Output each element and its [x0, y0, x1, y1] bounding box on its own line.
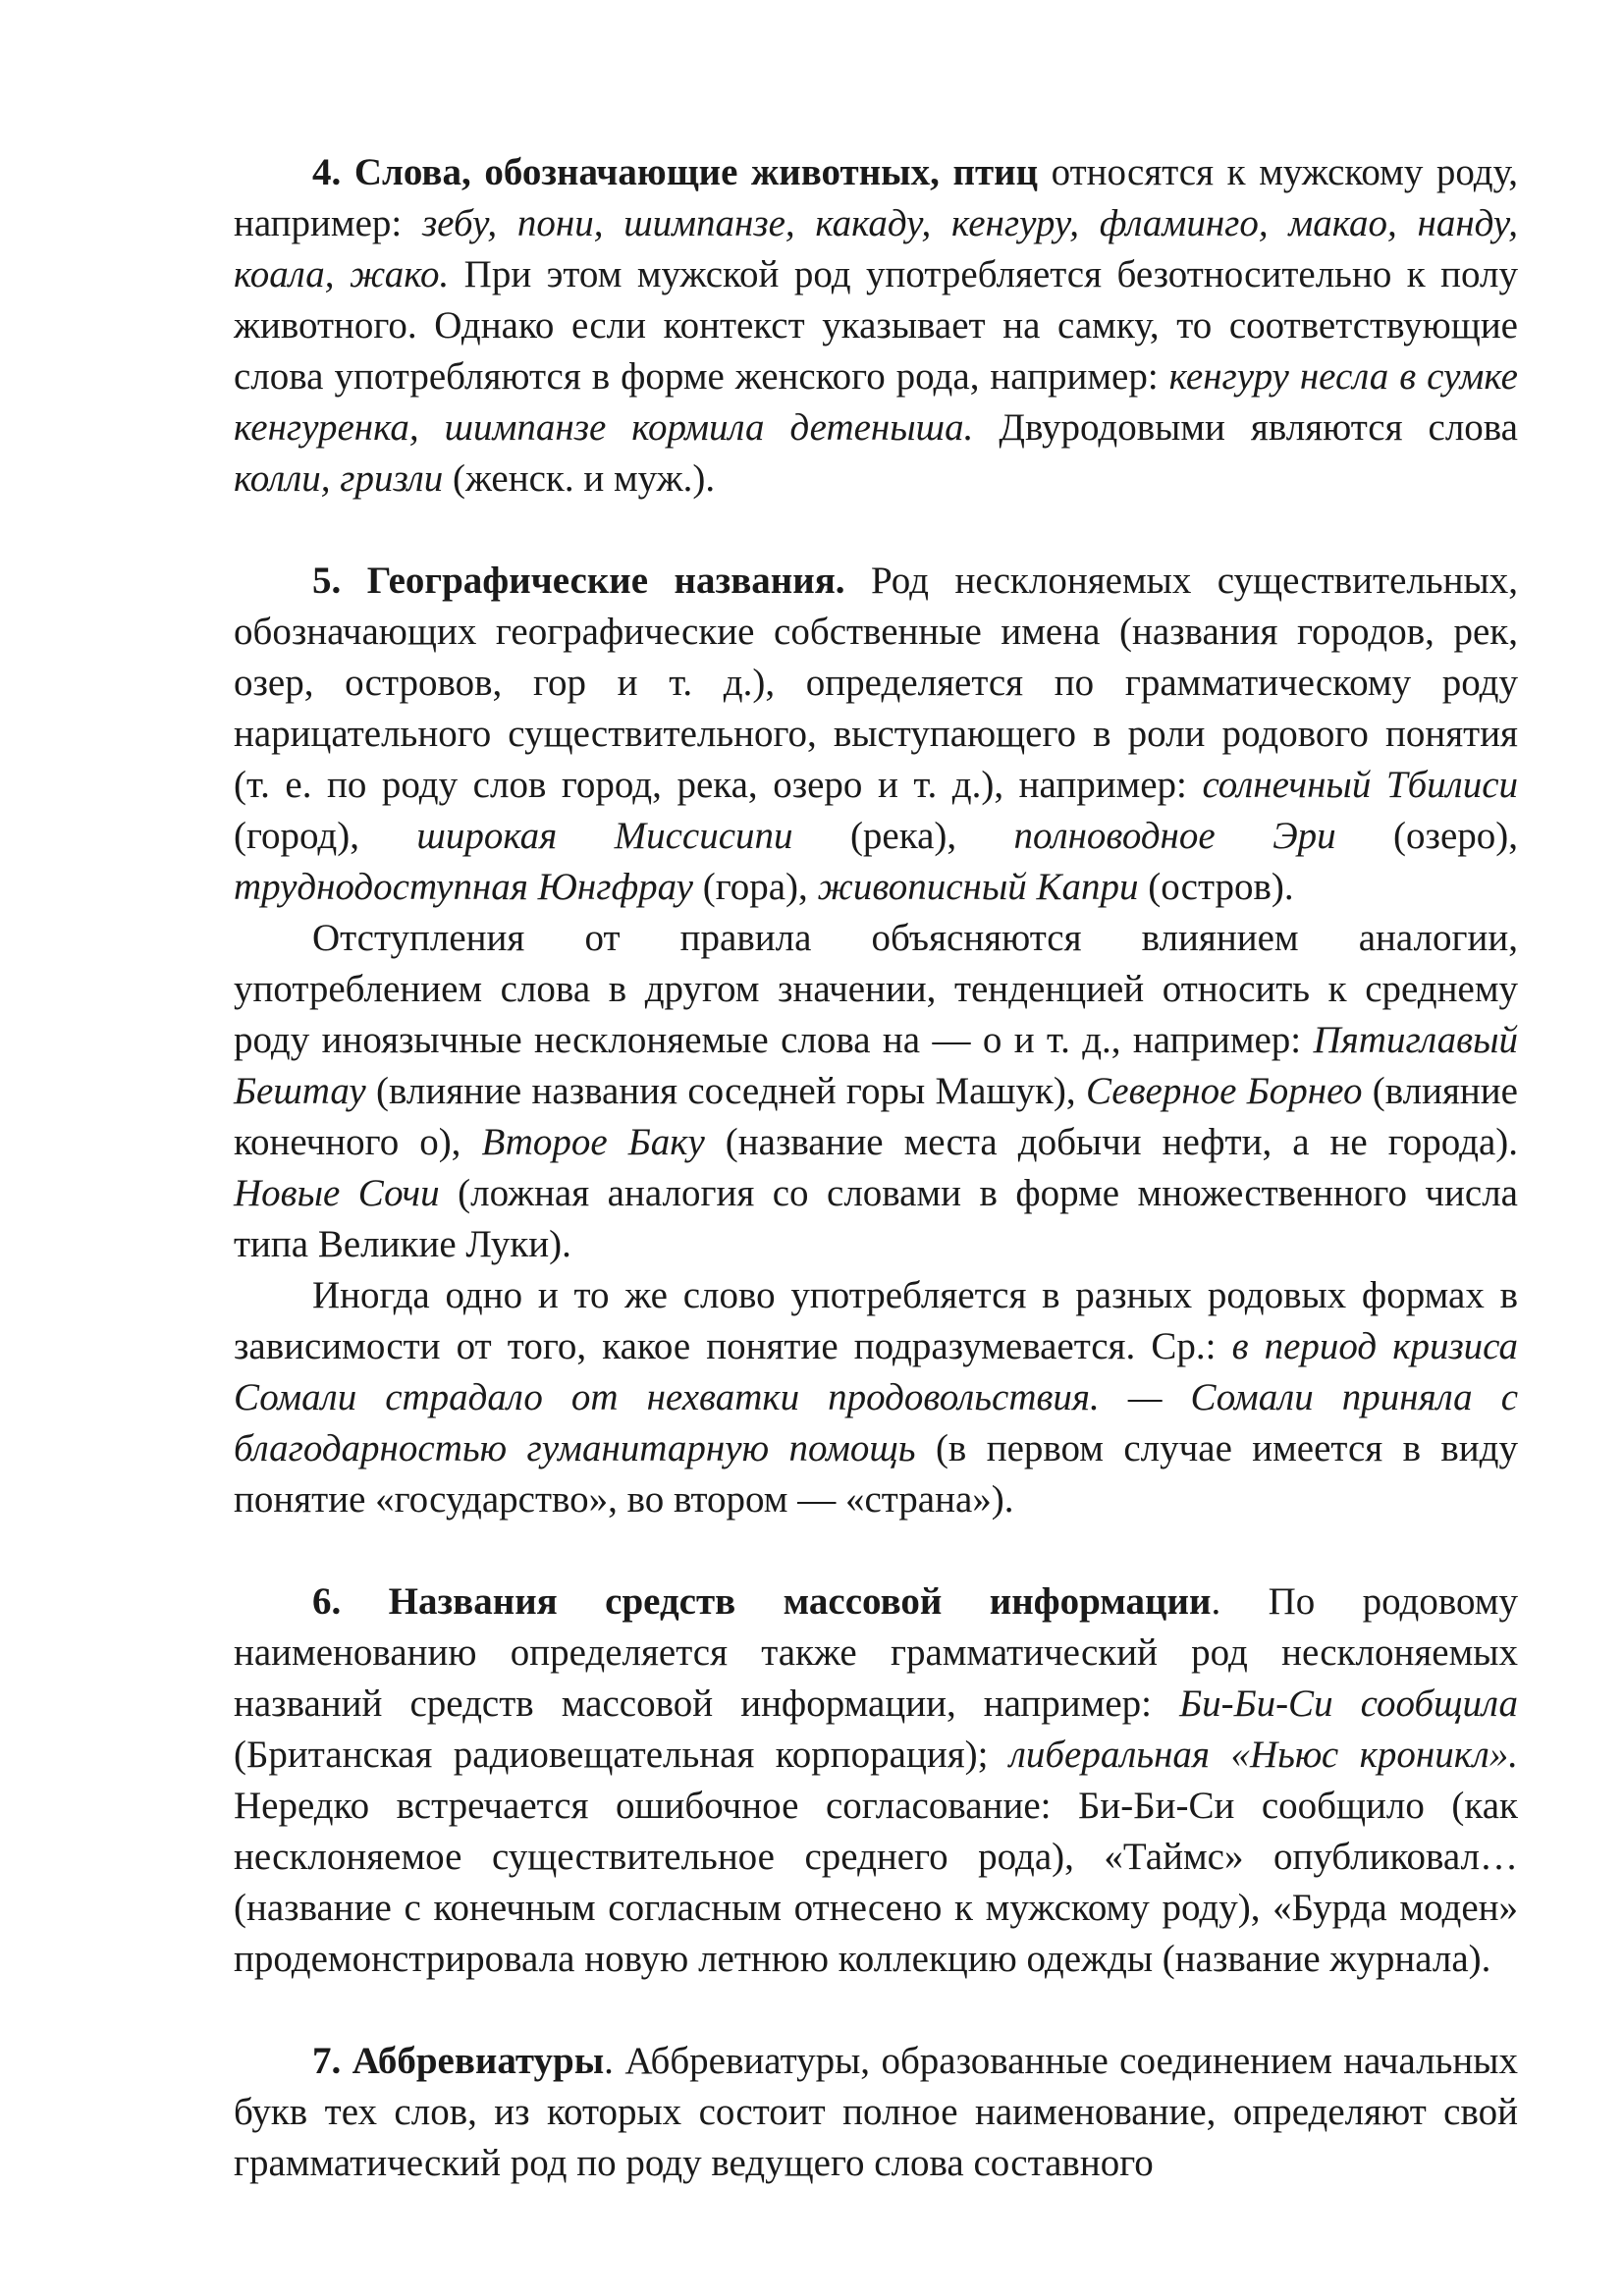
body-text: (остров). — [1138, 866, 1294, 908]
paragraph-geo-variants — [234, 1270, 1518, 1525]
body-text: . По родовому наименованию определяется также грамматический род несклоняемых названий средств массовой информации, например: — [234, 1580, 1518, 1725]
italic-example-text: живописный Капри — [817, 866, 1139, 908]
paragraph-animals — [234, 147, 1518, 505]
body-text: (влияние названия соседней горы Машук), — [365, 1070, 1086, 1112]
body-text: Отступления от правила объясняются влиянием аналогии, употреблением слова в другом значении, тенденцией относить к среднему роду иноязычные несклоняемые слова на — о и т. д., например: — [234, 917, 1518, 1061]
body-text: (влияние конечного о), — [234, 1070, 1518, 1163]
italic-example-text: Новые Сочи — [234, 1172, 440, 1214]
italic-example-text: труднодоступная Юнгфрау — [234, 866, 693, 908]
section-heading: 6. Названия средств массовой информации — [312, 1580, 1212, 1623]
body-text: Нередко встречается ошибочное согласование: Би-Би-Си сообщило (как несклоняемое существительное среднего рода), «Таймс» опубликовал… (название с конечным согласным отнесено к мужскому роду), «Бурда моден» продемонстрировала новую летнюю коллекцию одежды (название журнала). — [234, 1785, 1518, 1980]
paragraph-abbreviations — [234, 2036, 1518, 2189]
body-text: При этом мужской род употребляется безотносительно к полу животного. Однако если контекст указывает на самку, то соответствующие слова употребляются в форме женского рода, например: — [234, 253, 1518, 398]
body-text: (ложная аналогия со словами в форме множественного числа типа Великие Луки). — [234, 1172, 1518, 1265]
italic-example-text: зебу, пони, шимпанзе, какаду, кенгуру, фламинго, макао, нанду, коала, жако. — [234, 202, 1518, 295]
body-text: Двуродовыми являются слова — [973, 406, 1518, 449]
body-text: Род несклоняемых существительных, обозначающих географические собственные имена (названия городов, рек, озер, островов, гор и т. д.), определяется по грамматическому роду нарицательного существительного, выступающего в роли родового понятия (т. е. по роду слов город, река, озеро и т. д.), например: — [234, 560, 1518, 806]
body-text: (женск. и муж.). — [443, 457, 716, 500]
italic-example-text: Северное Борнео — [1086, 1070, 1363, 1112]
body-text: . Аббревиатуры, образованные соединением начальных букв тех слов, из которых состоит полное наименование, определяют свой грамматический род по роду ведущего слова составного — [234, 2040, 1518, 2184]
body-text: (река), — [792, 815, 1014, 857]
body-text: (Британская радиовещательная корпорация); — [234, 1734, 1009, 1776]
italic-example-text: Пятиглавый Бештау — [234, 1019, 1518, 1112]
body-text: относятся к мужскому роду, например: — [234, 151, 1518, 244]
italic-example-text: колли, гризли — [234, 457, 444, 500]
italic-example-text: полноводное Эри — [1013, 815, 1336, 857]
document-page — [234, 147, 1518, 2189]
section-heading: 7. Аббревиатуры — [312, 2040, 605, 2082]
italic-example-text: солнечный Тбилиси — [1202, 764, 1518, 806]
body-text: (в первом случае имеется в виду понятие «государство», во втором — «страна»). — [234, 1427, 1518, 1521]
italic-example-text: либеральная «Ньюс кроникл». — [1008, 1734, 1518, 1776]
paragraph-media — [234, 1576, 1518, 1985]
body-text: (название места добычи нефти, а не города). — [704, 1121, 1518, 1163]
paragraph-geo — [234, 556, 1518, 913]
body-text: Иногда одно и то же слово употребляется в разных родовых формах в зависимости от того, какое понятие подразумевается. Ср.: — [234, 1274, 1518, 1367]
italic-example-text: кенгуру несла в сумке кенгуренка, шимпанзе кормила детеныша. — [234, 355, 1518, 449]
body-text: (город), — [234, 815, 417, 857]
paragraph-geo-exceptions — [234, 913, 1518, 1270]
italic-example-text: широкая Миссисипи — [416, 815, 793, 857]
italic-example-text: Второе Баку — [481, 1121, 705, 1163]
section-heading: 4. Слова, обозначающие животных, птиц — [312, 151, 1039, 193]
body-text: (озеро), — [1335, 815, 1518, 857]
italic-example-text: Би-Би-Си сообщила — [1179, 1682, 1519, 1725]
body-text: (гора), — [692, 866, 818, 908]
section-heading: 5. Географические названия. — [312, 560, 845, 602]
italic-example-text: в период кризиса Сомали страдало от нехватки продовольствия. — Сомали приняла с благодарностью гуманитарную помощь — [234, 1325, 1518, 1469]
